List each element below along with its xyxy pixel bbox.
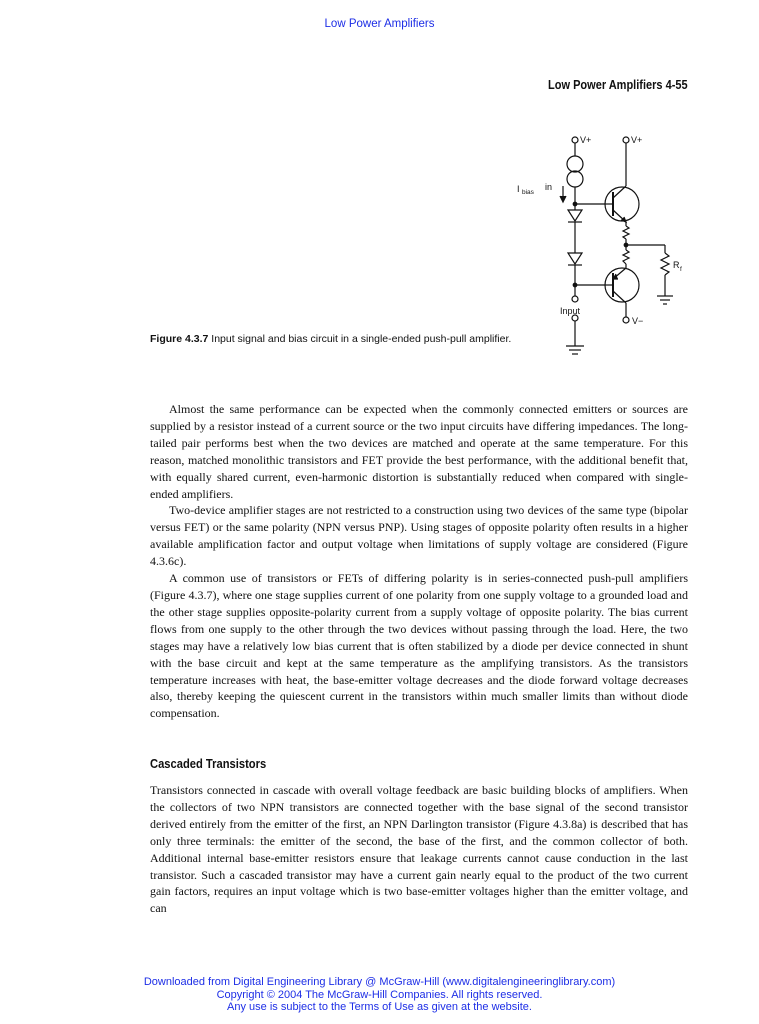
current-source-icon [567, 156, 583, 172]
paragraph: A common use of transistors or FETs of differing polarity is in series-connected push-pull amplifiers (Figure 4.3.7), where one stage supplies current of one polarity from one supply voltage to a grounded load and the other stage supplies opposite-polarity current from a supply voltage of opposite polarity. The bias current flows from one supply to the other through the two devices without passing through the load. Here, the two stages may have a relatively low bias current that is often stabilized by a diode per device connected in shunt with the base circuit and kept at the same temperature as the amplifying transistors. As the transistors temperature increases with heat, the base-emitter voltage decreases and the diode forward voltage decreases also, thereby keeping the quiescent current in the transistors within much smaller limits than without diode compensation. [150, 571, 688, 721]
push-pull-circuit-diagram [505, 128, 690, 368]
footer [0, 976, 759, 1014]
ibias-subscript: bias [522, 189, 534, 196]
vplus-left-terminal [572, 137, 578, 143]
resistor-icon [623, 250, 629, 264]
body-text-block [150, 401, 688, 722]
chapter-top-link[interactable]: Low Power Amplifiers [324, 18, 435, 30]
paragraph: Almost the same performance can be expected when the commonly connected emitters or sources are supplied by a resistor instead of a current source or the two input circuits have differing impedances. The long-tailed pair performs best when the two devices are matched and operate at the same temperature. For this reason, matched monolithic transistors and FET provide the best performance, with the additional benefit that, with equally shared current, even-harmonic distortion is substantially reduced when compared with single-ended amplifiers. [150, 402, 688, 501]
paragraph: Two-device amplifier stages are not restricted to a construction using two devices of the same type (bipolar versus FET) or the same polarity (NPN versus PNP). Using stages of opposite polarity often results in a higher available amplification factor and output voltage when limitations of supply voltage are considered (Figure 4.3.6c). [150, 503, 688, 569]
figure-caption-text: Input signal and bias circuit in a single-ended push-pull amplifier. [208, 333, 512, 345]
rf-label: R [673, 260, 680, 270]
vminus-label: V− [632, 316, 644, 326]
ibias-label: I [517, 184, 520, 194]
paragraph: Transistors connected in cascade with overall voltage feedback are basic building blocks of amplifiers. When the collectors of two NPN transistors are connected together with the base signal of the second transistor derived entirely from the emitter of the first, an NPN Darlington transistor (Figure 4.3.8a) is described that has only three terminals: the emitter of the second, the base of the first, and the common collector of both. Additional internal base-emitter resistors ensure that leakage currents cannot cause conduction in the last transistor. Such a cascaded transistor may have a current gain nearly equal to the product of the two current gain factors, requires an input voltage which is two base-emitter voltages higher than the emitter voltage, and can [150, 783, 688, 916]
input-terminal [572, 296, 578, 302]
rf-subscript: f [680, 266, 682, 273]
diode-icon [568, 253, 582, 264]
input-label: Input [560, 306, 581, 316]
ibias-in-label: in [545, 182, 553, 192]
vplus-right-terminal [623, 137, 629, 143]
section-heading: Cascaded Transistors [150, 756, 267, 771]
vplus-left-label: V+ [580, 135, 592, 145]
footer-copyright-link[interactable]: Copyright © 2004 The McGraw-Hill Companies. All rights reserved. [216, 988, 543, 1001]
running-head: Low Power Amplifiers 4-55 [548, 78, 688, 92]
section-text-block [150, 782, 688, 917]
vplus-right-label: V+ [631, 135, 643, 145]
vminus-terminal [623, 317, 629, 323]
diode-icon [568, 210, 582, 221]
rf-resistor-icon [661, 253, 669, 275]
footer-terms-link[interactable]: Any use is subject to the Terms of Use as given at the website. [227, 1001, 532, 1013]
figure-caption [150, 332, 520, 346]
footer-download-link[interactable]: Downloaded from Digital Engineering Library @ McGraw-Hill (www.digitalengineeringlibrary.com) [143, 976, 616, 988]
figure-number: Figure 4.3.7 [150, 333, 209, 345]
resistor-icon [623, 226, 629, 239]
